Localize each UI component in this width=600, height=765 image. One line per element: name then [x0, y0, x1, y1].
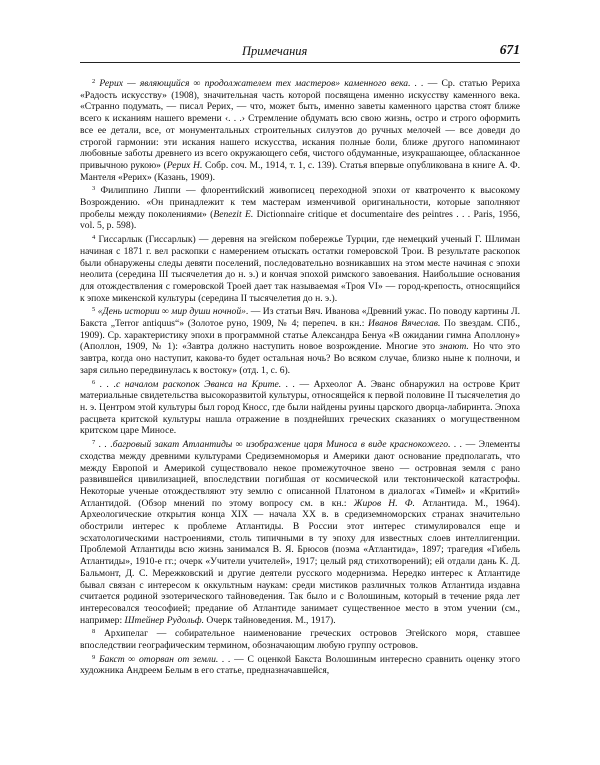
note-number: 7 [92, 439, 96, 447]
note-text-italic: Иванов Вячеслав. [368, 318, 441, 330]
note-text: Архипелаг — собирательное наименование греческих островов Эгейского моря, ставшее впоследствии географическим термином, обозначающим любую группу островов. [80, 628, 520, 652]
note-text-italic: Штейнер Рудольф. [124, 614, 204, 626]
note-text: Dictionnaire critique et documentaire des peintres . . . Paris, 1956, vol. 5, p. 598). [80, 208, 520, 232]
note-text: Атлантида. М., 1964). Археологические открытия конца XIX — начала XX в. в средиземноморских странах значительно обострили интерес к проблеме Атлантиды. В России этот интерес стимулировался еще и эсхатологическими настроениями, столь типичными в ту эпоху для известных слоев интеллигенции. Проблемой Атлантиды всю жизнь занимался В. Я. Брюсов (поэма «Атлантида», 1897; трагедия «Гибель Атлантиды», 1910-е гг.; очерк «Учители учителей», 1917; целый ряд стихотворений); ей отдали дань К. Д. Бальмонт, Д. С. Мережковский и другие деятели русского модернизма. Нередко интерес к Атлантиде бывал связан с интересом к оккультным наукам: среди мистиков различных толков Атлантида издавна считается родиной эзотерического тайноведения. Так было и с Волошиным, который в течение ряда лет интересовался теософией; предание об Атлантиде занимает существенное место в этом учении (см., например: [80, 497, 520, 626]
running-title: Примечания [242, 44, 308, 58]
note-3 [80, 185, 520, 232]
notes-section [80, 78, 520, 677]
note-number: 4 [92, 234, 96, 242]
page-header [80, 42, 520, 60]
note-8 [80, 628, 520, 651]
note-9 [80, 654, 520, 677]
note-text: Но что это завтра, когда оно наступит, какова-то будет остальная ночь? Во всяком случае, близко ныне к полночи, и заря сильно передвинулась к востоку» (отд. 1, с. 6). [80, 341, 521, 376]
note-text: — Ср. статью Рериха «Радость искусству» (1908), значительная часть которой посвящена именно искусству каменного века. «Странно подумать, — писал Рерих, — что, может быть, именно заветы каменного царства стоят ближе всего к исканиям нашего времени ‹. . .› Стремление обдумать всю свою жизнь, остро и строго оформить все ее детали, все, от монументальных строительных силуэтов до ручных мелочей — все доведи до строгой гармонии: эти искания нашего искусства, искания полные боли, ближе другого напоминают любовные заботы древнего из всего окружающего себя, чистого обдуманные, изукрашающее, обласканное привычною рукою» ( [80, 78, 521, 171]
note-number: 6 [92, 378, 96, 386]
note-7 [80, 439, 520, 626]
note-text: — Элементы сходства между древними культурами Средиземноморья и Америки дают основание предполагать, что между Европой и Америкой существовало некое промежуточное звено — островная земля с рано развившейся цивилизацией, впоследствии погибшая от космической или тектонической катастрофы. Некоторые ученые отождествляют эту землю с описанной Платоном в диалогах «Тимей» и «Критий» Атлантидой. (Обзор мнений по этому вопросу см. в кн.: [80, 439, 521, 509]
note-6 [80, 379, 520, 438]
note-text: Филиппино Липпи — флорентийский живописец переходной эпохи от кватроченто к высокому Возрождению. «Он принадлежит к тем мастерам изменчивой оригинальности, которые заполняют пробелы между поколениями» ( [80, 185, 520, 220]
note-text-italic: Benezit E. [213, 208, 254, 220]
note-text: Очерк тайноведения. М., 1917). [204, 614, 336, 626]
note-5 [80, 306, 520, 376]
note-text: — С оценкой Бакста Волошиным интересно сравнить оценку этого художника Андреем Белым в его статье, предназначавшейся, [80, 653, 520, 677]
note-number: 3 [92, 185, 96, 193]
note-number: 2 [92, 78, 96, 85]
note-text-italic: Бакст ∞ оторван от земли. . . [98, 653, 231, 665]
note-text-italic: «День истории ∞ мир души ночной» [97, 306, 246, 318]
note-2 [80, 78, 520, 183]
header-rule [80, 62, 520, 63]
page-number: 671 [499, 42, 520, 57]
note-number: 9 [92, 653, 96, 661]
note-text-italic: Рерих Н. [166, 159, 203, 171]
note-number: 8 [92, 628, 96, 636]
note-text-italic: . . .багровый закат Атлантиды ∞ изображение царя Миноса в виде краснокожего. . . [98, 439, 463, 451]
note-text: По звездам. СПб., 1909). Ср. характеристику эпохи в программной статье Александра Бенуа «В ожидании гимна Аполлону» (Аполлон, 1909, № 1): «Завтра должно наступить новое возрождение. Многие это [80, 318, 520, 353]
note-text-italic: знают. [439, 341, 469, 353]
note-4 [80, 234, 520, 304]
note-text-italic: Рерих — являющийся ∞ продолжателем тех мастеров» каменного века. . . [99, 78, 424, 89]
note-text: — Археолог А. Эванс обнаружил на острове Крит материальные свидетельства высокоразвитой культуры, относящейся к первой половине II тысячелетия до н. э. Центром этой культуры был город Кносс, где были найдены руины царского дворца-лабиринта. Эпоха расцвета критской культуры нашла отражение в позднейших греческих сказаниях о могущественном критском царе Миносе. [80, 378, 520, 437]
note-text: . — Из статьи Вяч. Иванова «Древний ужас. По поводу картины Л. Бакста „Terror antiquus“» (Золотое руно, 1909, № 4; перепеч. в кн.: [80, 306, 520, 330]
note-text: Гиссарлык (Гиссарлык) — деревня на эгейском побережье Турции, где немецкий ученый Г. Шлиман начиная с 1871 г. вел раскопки с намерением отыскать остатки гомеровской Трои. В результате раскопок были обнаружены следы девяти поселений, последовательно возникавших на этом месте начиная с эпохи неолита (середина III тысячелетия до н. э.) и кончая эпохой римского завоевания. Наибольшие основания для отождествления с гомеровской Троей дает так называемая «Троя VI» — город-крепость, относящийся к эпохе микенской культуры (середина II тысячелетия до н. э.). [80, 234, 520, 304]
note-text: Собр. соч. М., 1914, т. 1, с. 139). Статья впервые опубликована в книге А. Ф. Мантеля «Рерих» (Казань, 1909). [80, 159, 520, 183]
note-number: 5 [92, 306, 96, 314]
note-text-italic: . . .с началом раскопок Эванса на Крите. . . [99, 378, 296, 390]
note-text-italic: Жиров Н. Ф. [353, 497, 415, 509]
